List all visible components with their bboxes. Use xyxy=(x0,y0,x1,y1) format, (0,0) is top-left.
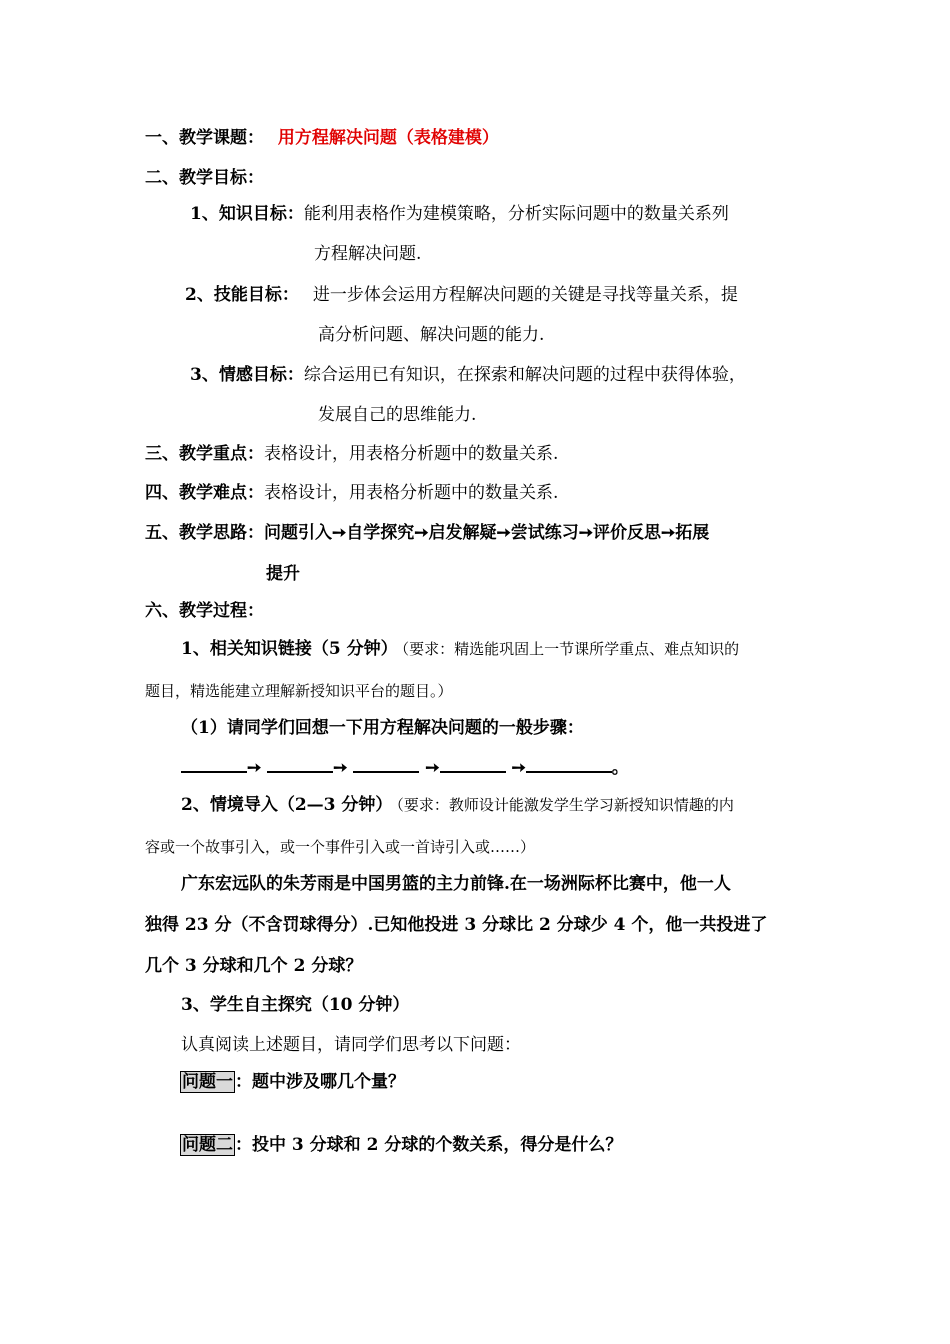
key-point-text: 表格设计，用表格分析题中的数量关系. xyxy=(264,444,559,464)
objective-emotion-label: 3、情感目标： xyxy=(190,365,304,385)
process-heading: 六、教学过程： xyxy=(145,601,264,621)
teaching-flow-text: 问题引入➙自学探究➙启发解疑➙尝试练习➙评价反思➙拓展 xyxy=(264,523,710,543)
question-a-text: ：题中涉及哪几个量？ xyxy=(235,1072,405,1092)
question-a xyxy=(180,1071,405,1093)
step1-note: （要求：精选能巩固上一节课所学重点、难点知识的 xyxy=(401,640,740,658)
objective-knowledge-text: 能利用表格作为建模策略，分析实际问题中的数量关系列 xyxy=(303,204,729,224)
step3-title: 3、学生自主探究（10 分钟） xyxy=(181,995,410,1015)
arrow-4: ➙ xyxy=(511,758,526,778)
difficulty-text: 表格设计，用表格分析题中的数量关系. xyxy=(264,483,559,503)
blank-1 xyxy=(181,757,247,773)
key-point xyxy=(145,443,558,465)
step2-note-cont: 容或一个故事引入，或一个事件引入或一首诗引入或……） xyxy=(145,838,536,856)
objective-emotion xyxy=(190,364,746,386)
objective-skill xyxy=(185,284,738,306)
step2-title: 2、情境导入（2—3 分钟） xyxy=(181,795,393,815)
arrow-2: ➙ xyxy=(333,758,348,778)
blank-4 xyxy=(440,757,506,773)
difficulty xyxy=(145,482,558,504)
step1-note-cont: 题目，精选能建立理解新授知识平台的题目。） xyxy=(145,682,453,700)
step3-intro: 认真阅读上述题目，请同学们思考以下问题： xyxy=(181,1035,521,1055)
steps-blanks xyxy=(181,757,629,779)
blank-5 xyxy=(526,757,612,773)
blank-3 xyxy=(353,757,419,773)
step2 xyxy=(181,794,734,816)
arrow-1: ➙ xyxy=(247,758,262,778)
arrow-3: ➙ xyxy=(425,758,440,778)
step1-title: 1、相关知识链接（5 分钟） xyxy=(181,639,398,659)
objective-knowledge-cont: 方程解决问题. xyxy=(314,244,422,264)
topic-label: 一、教学课题： xyxy=(145,128,264,148)
question-b-text: ：投中 3 分球和 2 分球的个数关系，得分是什么？ xyxy=(235,1135,623,1155)
topic-line xyxy=(145,127,499,149)
story-line-3: 几个 3 分球和几个 2 分球？ xyxy=(145,956,363,976)
topic-title: 用方程解决问题（表格建模） xyxy=(277,128,499,148)
steps-end: 。 xyxy=(611,758,629,778)
objectives-heading: 二、教学目标： xyxy=(145,168,264,188)
key-point-label: 三、教学重点： xyxy=(145,444,264,464)
blank-2 xyxy=(267,757,333,773)
objective-skill-cont: 高分析问题、解决问题的能力. xyxy=(318,325,545,345)
objective-knowledge xyxy=(190,203,729,225)
step2-note: （要求：教师设计能激发学生学习新授知识情趣的内 xyxy=(396,796,734,814)
objective-emotion-cont: 发展自己的思维能力. xyxy=(318,405,477,425)
teaching-flow-cont: 提升 xyxy=(266,564,300,584)
story-line-2: 独得 23 分（不含罚球得分）.已知他投进 3 分球比 2 分球少 4 个，他一共投进了 xyxy=(145,915,768,935)
objective-knowledge-label: 1、知识目标： xyxy=(190,204,304,224)
objective-skill-label: 2、技能目标： xyxy=(185,285,299,305)
objective-skill-text: 进一步体会运用方程解决问题的关键是寻找等量关系，提 xyxy=(312,285,738,305)
story-line-1: 广东宏远队的朱芳雨是中国男篮的主力前锋.在一场洲际杯比赛中，他一人 xyxy=(181,874,731,894)
teaching-flow xyxy=(145,522,709,544)
question-a-tag: 问题一 xyxy=(182,1072,233,1092)
difficulty-label: 四、教学难点： xyxy=(145,483,264,503)
teaching-flow-label: 五、教学思路： xyxy=(145,523,264,543)
step1 xyxy=(181,638,739,660)
objective-emotion-text: 综合运用已有知识，在探索和解决问题的过程中获得体验， xyxy=(303,365,746,385)
question-b xyxy=(180,1134,622,1156)
question-b-tag: 问题二 xyxy=(182,1135,233,1155)
question1: （1）请同学们回想一下用方程解决问题的一般步骤： xyxy=(181,718,584,738)
